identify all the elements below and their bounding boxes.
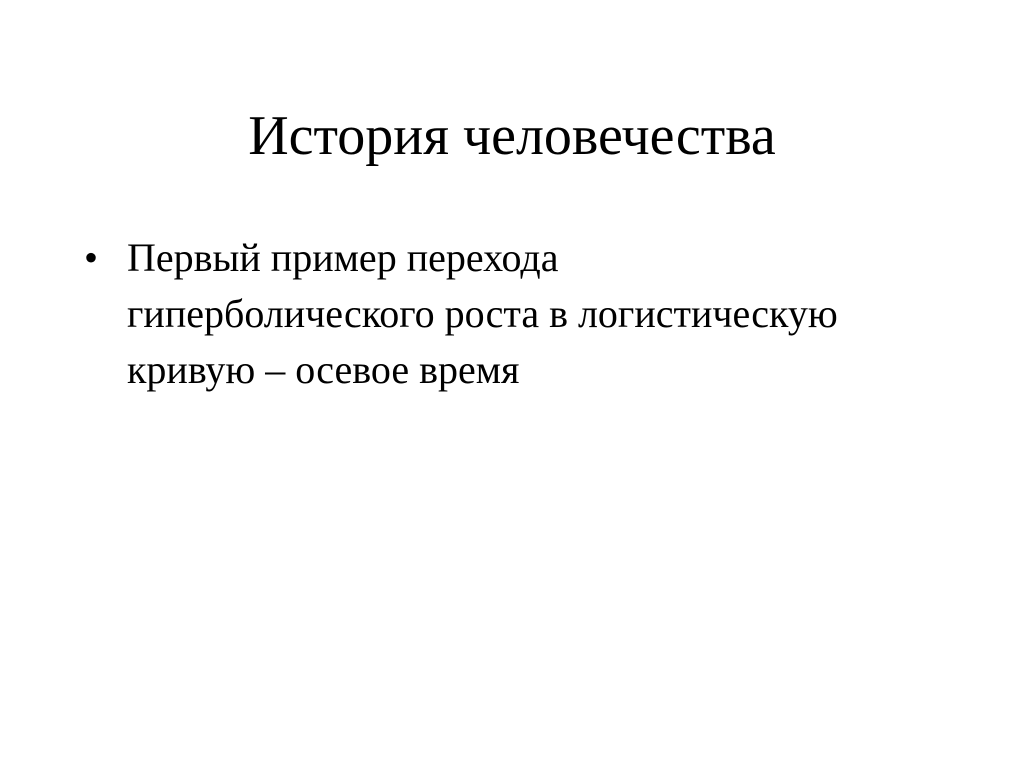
bullet-text-line-2: гиперболического роста в логистическую [127,291,838,336]
bullet-item [82,230,962,398]
slide-title: История человечества [248,105,776,167]
bullet-text-line-1: Первый пример перехода [127,235,559,280]
bullet-text-line-3: кривую – осевое время [127,347,520,392]
bullet-list [82,230,962,398]
bullet-marker: • [84,235,99,280]
